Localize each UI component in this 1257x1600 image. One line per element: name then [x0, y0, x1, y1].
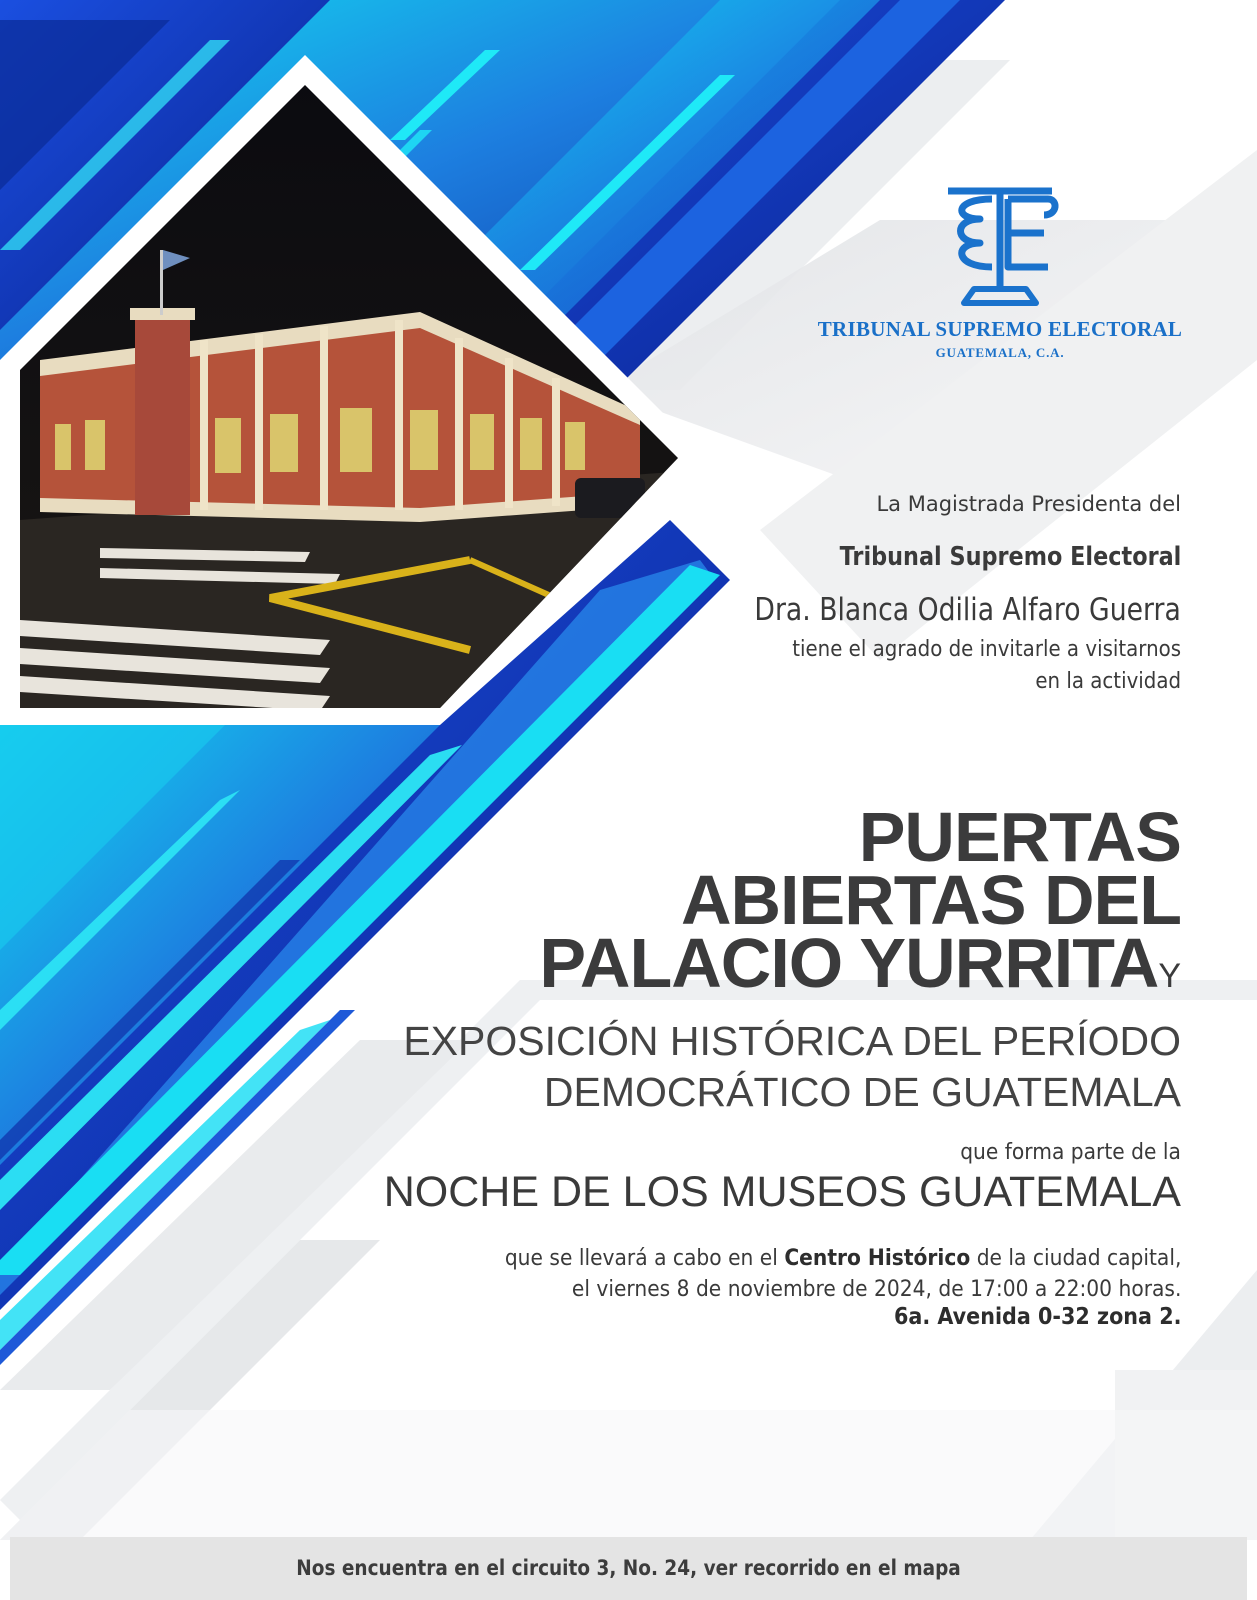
title-conjunction: Y: [1158, 957, 1181, 995]
part-of-text: que forma parte de la: [960, 1140, 1181, 1165]
event-title: [539, 798, 1181, 1008]
tse-logo: [815, 185, 1185, 361]
logo-country: GUATEMALA, C.A.: [935, 345, 1065, 360]
tse-emblem-icon: [940, 185, 1060, 307]
intro-text: La Magistrada Presidenta del: [876, 492, 1181, 516]
invite-text: [792, 634, 1181, 698]
details-line1-after: de la ciudad capital,: [976, 1246, 1181, 1271]
details-location: Centro Histórico: [783, 1246, 970, 1271]
event-subtitle: [403, 1016, 1181, 1118]
title-line-1: PUERTAS: [858, 798, 1181, 876]
footer-text: Nos encuentra en el circuito 3, No. 24, ver recorrido en el mapa: [296, 1556, 961, 1580]
title-line-2: ABIERTAS DEL: [680, 861, 1181, 939]
subtitle-line-1: EXPOSICIÓN HISTÓRICA DEL PERÍODO: [403, 1018, 1181, 1064]
event-details: [504, 1243, 1181, 1305]
subtitle-line-2: DEMOCRÁTICO DE GUATEMALA: [543, 1069, 1181, 1115]
footer-bar: [10, 1537, 1247, 1600]
title-line-3-wrap: [539, 924, 1181, 1008]
invite-line-2: en la actividad: [1035, 669, 1181, 694]
event-address: 6a. Avenida 0-32 zona 2.: [893, 1304, 1181, 1330]
title-line-3: PALACIO YURRITA: [539, 924, 1159, 1002]
details-line-1: [504, 1243, 1181, 1274]
program-name: NOCHE DE LOS MUSEOS GUATEMALA: [383, 1168, 1181, 1216]
details-line1-before: que se llevará a cabo en el: [504, 1246, 778, 1271]
logo-name: TRIBUNAL SUPREMO ELECTORAL: [817, 317, 1183, 341]
president-name: Dra. Blanca Odilia Alfaro Guerra: [754, 592, 1181, 628]
institution-name: Tribunal Supremo Electoral: [839, 542, 1181, 572]
invite-line-1: tiene el agrado de invitarle a visitarnos: [792, 637, 1181, 662]
details-date-time: el viernes 8 de noviembre de 2024, de 17:00 a 22:00 horas.: [571, 1277, 1181, 1302]
